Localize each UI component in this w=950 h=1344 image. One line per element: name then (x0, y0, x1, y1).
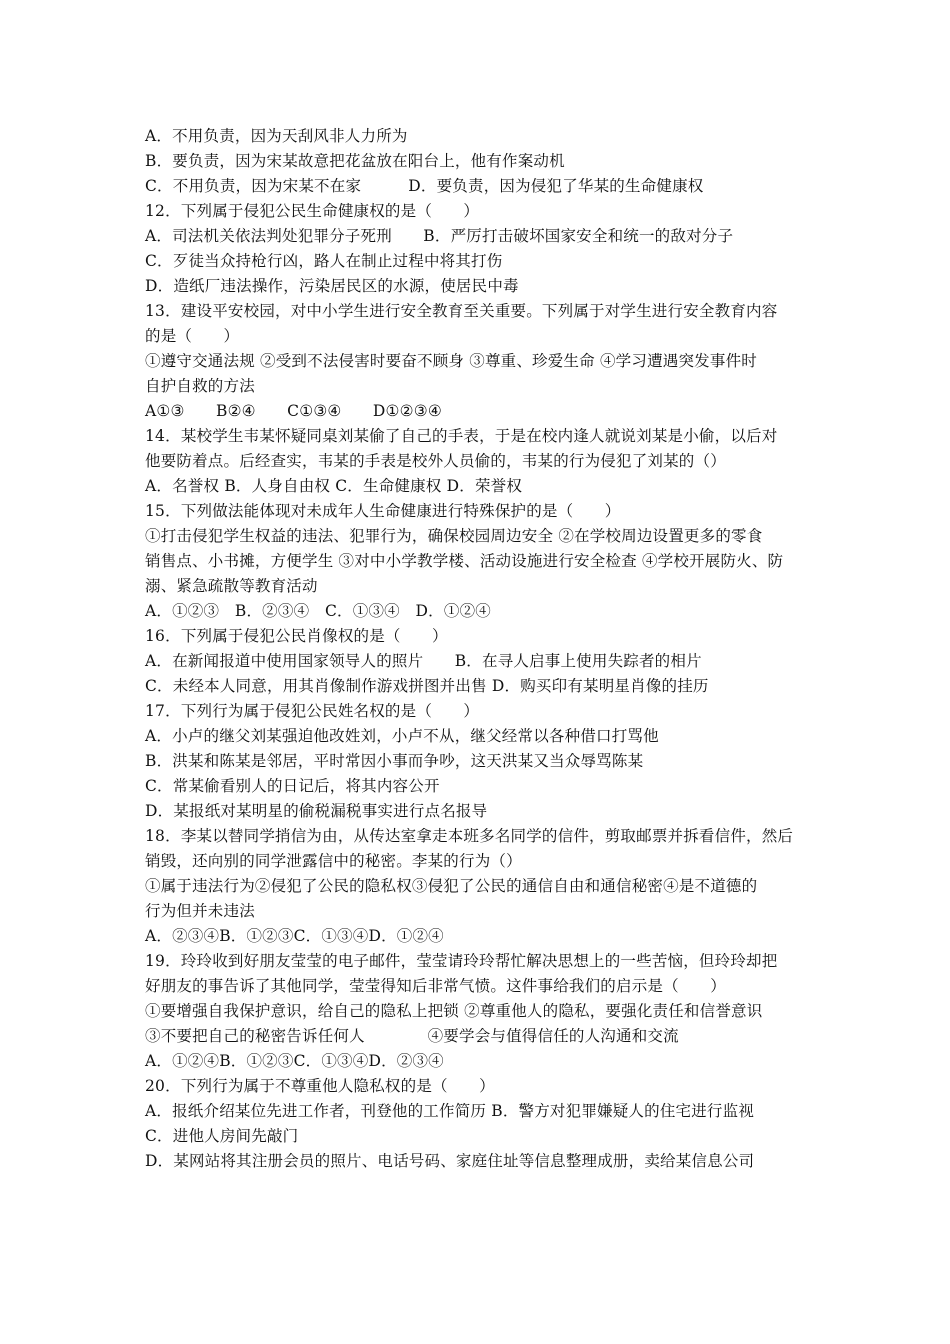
text-line: A．在新闻报道中使用国家领导人的照片 B．在寻人启事上使用失踪者的相片 (145, 652, 702, 670)
text-line: A．②③④B．①②③C．①③④D．①②④ (145, 927, 444, 945)
text-line: 行为但并未违法 (145, 902, 255, 920)
text-line: 14．某校学生韦某怀疑同桌刘某偷了自己的手表，于是在校内逢人就说刘某是小偷，以后对 (145, 427, 778, 445)
text-line: D．造纸厂违法操作，污染居民区的水源，使居民中毒 (145, 277, 519, 295)
text-line: 的是（ ） (145, 327, 240, 345)
text-line: C．未经本人同意，用其肖像制作游戏拼图并出售 D．购买印有某明星肖像的挂历 (145, 677, 709, 695)
text-line: A．小卢的继父刘某强迫他改姓刘，小卢不从，继父经常以各种借口打骂他 (145, 727, 659, 745)
text-line: C．歹徒当众持枪行凶，路人在制止过程中将其打伤 (145, 252, 503, 270)
text-line: B．要负责，因为宋某故意把花盆放在阳台上，他有作案动机 (145, 152, 565, 170)
text-line: ③不要把自己的秘密告诉任何人 ④要学会与值得信任的人沟通和交流 (145, 1027, 679, 1045)
text-line: C．常某偷看别人的日记后，将其内容公开 (145, 777, 440, 795)
text-line: D．某网站将其注册会员的照片、电话号码、家庭住址等信息整理成册，卖给某信息公司 (145, 1152, 755, 1170)
text-line: ①要增强自我保护意识，给自己的隐私上把锁 ②尊重他人的隐私，要强化责任和信誉意识 (145, 1002, 763, 1020)
text-line: 好朋友的事告诉了其他同学，莹莹得知后非常气愤。这件事给我们的启示是（ ） (145, 977, 726, 995)
text-line: ①遵守交通法规 ②受到不法侵害时要奋不顾身 ③尊重、珍爱生命 ④学习遭遇突发事件时 (145, 352, 757, 370)
text-line: A．名誉权 B．人身自由权 C．生命健康权 D．荣誉权 (145, 477, 523, 495)
text-line: D．某报纸对某明星的偷税漏税事实进行点名报导 (145, 802, 488, 820)
text-line: A①③ B②④ C①③④ D①②③④ (145, 402, 442, 420)
text-line: 19．玲玲收到好朋友莹莹的电子邮件，莹莹请玲玲帮忙解决思想上的一些苦恼，但玲玲却把 (145, 952, 778, 970)
text-line: 溺、紧急疏散等教育活动 (145, 577, 318, 595)
text-line: 17．下列行为属于侵犯公民姓名权的是（ ） (145, 702, 480, 720)
text-line: 销售点、小书摊，方便学生 ③对中小学教学楼、活动设施进行安全检查 ④学校开展防火、防 (145, 552, 784, 570)
text-line: 销毁，还向别的同学泄露信中的秘密。李某的行为（） (145, 852, 522, 870)
text-line: B．洪某和陈某是邻居，平时常因小事而争吵，这天洪某又当众辱骂陈某 (145, 752, 644, 770)
text-line: C．不用负责，因为宋某不在家 D．要负责，因为侵犯了华某的生命健康权 (145, 177, 704, 195)
text-line: 20．下列行为属于不尊重他人隐私权的是（ ） (145, 1077, 495, 1095)
text-line: 他要防着点。后经查实，韦某的手表是校外人员偷的，韦某的行为侵犯了刘某的（） (145, 452, 726, 470)
document-body (145, 124, 815, 1174)
text-line: 13．建设平安校园，对中小学生进行安全教育至关重要。下列属于对学生进行安全教育内容 (145, 302, 778, 320)
text-line: A．不用负责，因为天刮风非人力所为 (145, 127, 408, 145)
text-line: ①打击侵犯学生权益的违法、犯罪行为，确保校园周边安全 ②在学校周边设置更多的零食 (145, 527, 763, 545)
text-line: A．①②③ B．②③④ C．①③④ D．①②④ (145, 602, 491, 620)
text-line: 16．下列属于侵犯公民肖像权的是（ ） (145, 627, 448, 645)
text-line: A．①②④B．①②③C．①③④D．②③④ (145, 1052, 444, 1070)
text-line: A．司法机关依法判处犯罪分子死刑 B．严厉打击破坏国家安全和统一的敌对分子 (145, 227, 734, 245)
text-line: 15．下列做法能体现对未成年人生命健康进行特殊保护的是（ ） (145, 502, 621, 520)
text-line: C．进他人房间先敲门 (145, 1127, 299, 1145)
text-line: 18．李某以替同学捎信为由，从传达室拿走本班多名同学的信件，剪取邮票并拆看信件，然后 (145, 827, 794, 845)
text-line: A．报纸介绍某位先进工作者，刊登他的工作简历 B．警方对犯罪嫌疑人的住宅进行监视 (145, 1102, 755, 1120)
text-line: 12．下列属于侵犯公民生命健康权的是（ ） (145, 202, 480, 220)
text-line: ①属于违法行为②侵犯了公民的隐私权③侵犯了公民的通信自由和通信秘密④是不道德的 (145, 877, 758, 895)
text-line: 自护自救的方法 (145, 377, 255, 395)
